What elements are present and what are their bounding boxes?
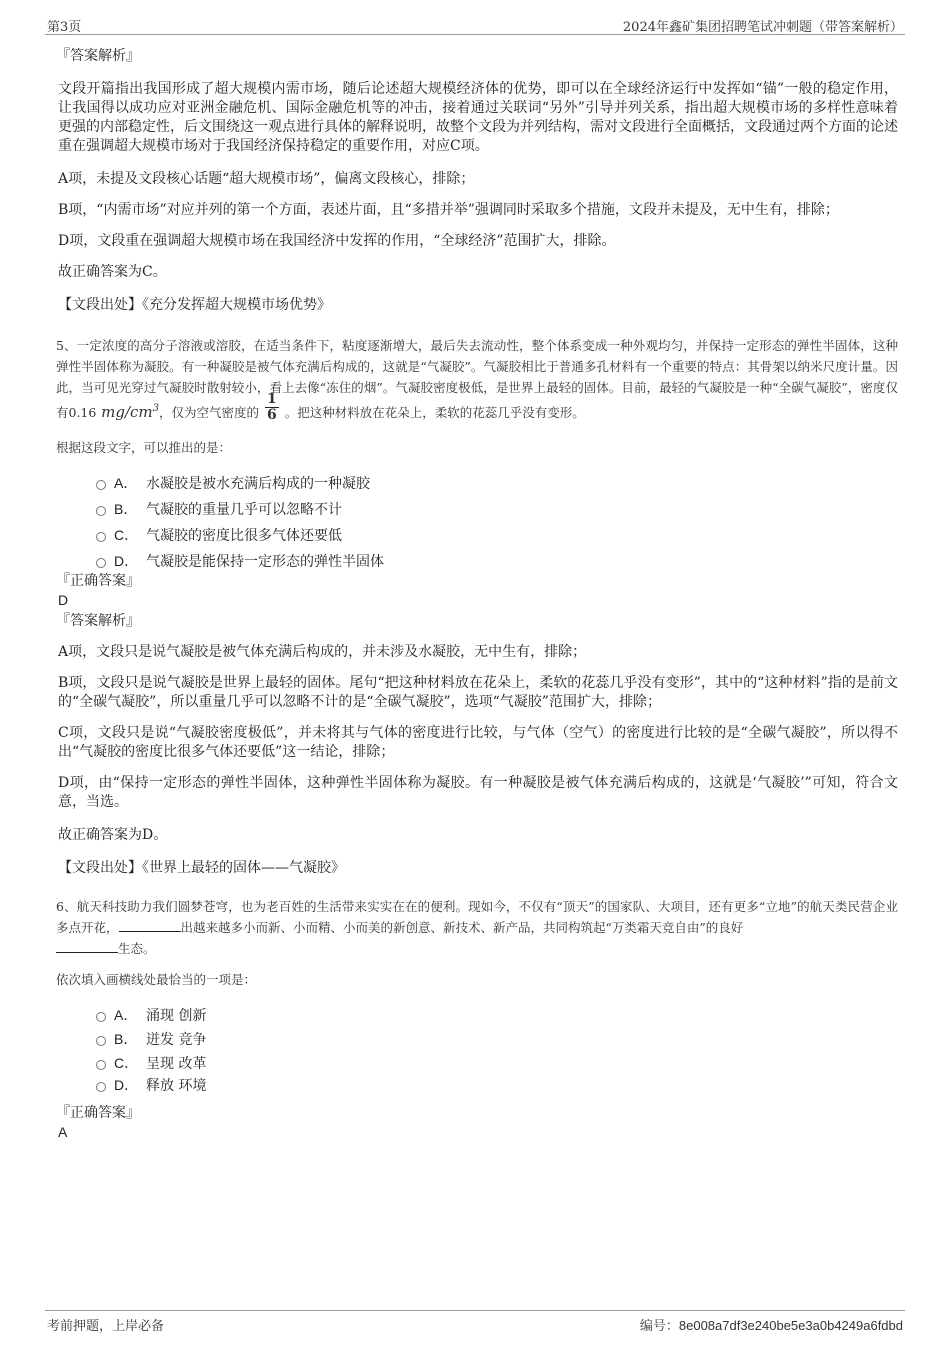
q5-analysis-b: B项，文段只是说气凝胶是世界上最轻的固体。尾句“把这种材料放在花朵上，柔软的花蕊几乎没有变形”，其中的“这种材料”指的是前文的“全碳气凝胶”，所以重量几乎可以忽略不计的是“全碳气凝胶”，选项“气凝胶”范围扩大，排除； bbox=[58, 675, 898, 710]
q5-analysis-c: C项，文段只是说“气凝胶密度极低”，并未将其与气体的密度进行比较，与气体（空气）的密度进行比较的是“全碳气凝胶”，所以得不出“气凝胶的密度比很多气体还要低”这一结论，排除； bbox=[58, 725, 898, 760]
option-letter: D． bbox=[114, 553, 139, 569]
q5-stem bbox=[56, 335, 898, 429]
source-title: 《充分发挥超大规模市场优势》 bbox=[142, 297, 331, 313]
q6-stem-text-3: 生态。 bbox=[118, 941, 156, 956]
q5-answer: D bbox=[58, 592, 69, 608]
option-letter: D． bbox=[114, 1077, 139, 1093]
q5-options bbox=[56, 471, 898, 575]
option-text: 呈现 改革 bbox=[146, 1056, 207, 1072]
radio-icon[interactable] bbox=[96, 532, 106, 542]
radio-icon[interactable] bbox=[96, 1060, 106, 1070]
analysis-label: 『答案解析』 bbox=[56, 613, 140, 629]
q5-option-d[interactable] bbox=[56, 549, 898, 575]
q5-stem-text-3: 。把这种材料放在花朵上，柔软的花蕊几乎没有变形。 bbox=[284, 405, 585, 420]
fraction-denominator: 6 bbox=[267, 407, 277, 423]
q5-analysis-a: A项，文段只是说气凝胶是被气体充满后构成的，并未涉及水凝胶，无中生有，排除； bbox=[58, 644, 587, 660]
unit-text: mg/cm bbox=[101, 403, 153, 421]
q6-answer: A bbox=[58, 1124, 68, 1140]
option-letter: A． bbox=[114, 1007, 138, 1023]
radio-icon[interactable] bbox=[96, 1036, 106, 1046]
option-text: 气凝胶的重量几乎可以忽略不计 bbox=[146, 502, 342, 518]
q6-option-c[interactable] bbox=[56, 1051, 898, 1073]
q4-analysis-d: D项，文段重在强调超大规模市场在我国经济中发挥的作用，“全球经济”范围扩大，排除。 bbox=[58, 233, 616, 249]
fill-blank-1[interactable] bbox=[119, 919, 181, 932]
q5-stem-text-2: ，仅为空气密度的 bbox=[159, 405, 260, 420]
document-code bbox=[640, 1315, 903, 1334]
option-text: 释放 环境 bbox=[146, 1078, 207, 1094]
page-number: 第3页 bbox=[47, 20, 82, 35]
q5-analysis-d: D项，由“保持一定形态的弹性半固体，这种弹性半固体称为凝胶。有一种凝胶是被气体充满后构成的，这就是‘气凝胶’”可知，符合文意，当选。 bbox=[58, 775, 898, 810]
option-text: 水凝胶是被水充满后构成的一种凝胶 bbox=[146, 476, 370, 492]
option-text: 迸发 竞争 bbox=[146, 1032, 207, 1048]
option-letter: C． bbox=[114, 1055, 139, 1071]
q5-stem-text: 5、一定浓度的高分子溶液或溶胶，在适当条件下，粘度逐渐增大，最后失去流动性，整个体系变成一种外观均匀，并保持一定形态的弹性半固体，这种弹性半固体称为凝胶。有一种凝胶是被气体充满后构成的，这就是“气凝胶”。气凝胶相比于普通多孔材料有一个重要的特点：其骨架以纳米尺度计量。因此，当可见光穿过气凝胶时散射较小，看上去像“冻住的烟”。气凝胶密度极低，是世界上最轻的固体。目前，最轻的气凝胶是一种“全碳气凝胶”，密度仅有0.16 bbox=[56, 338, 898, 420]
q5-option-b[interactable] bbox=[56, 497, 898, 523]
correct-answer-label: 『正确答案』 bbox=[56, 573, 140, 589]
source-label: 【文段出处】 bbox=[58, 860, 142, 876]
footer-slogan: 考前押题，上岸必备 bbox=[47, 1319, 165, 1334]
q4-analysis-summary: 文段开篇指出我国形成了超大规模内需市场，随后论述超大规模经济体的优势，即可以在全球经济运行中发挥如“锚”一般的稳定作用，让我国得以成功应对亚洲金融危机、国际金融危机等的冲击，接着通过关联词“另外”引导并列关系，指出超大规模市场的多样性意味着更强的内部稳定性，后文围绕这一观点进行具体的解释说明，故整个文段为并列结构，需对文段进行全面概括，文段通过两个方面的论述重在强调超大规模市场对于我国经济保持稳定的重要作用，对应C项。 bbox=[58, 81, 898, 154]
option-text: 涌现 创新 bbox=[146, 1008, 207, 1024]
option-letter: C． bbox=[114, 527, 139, 543]
page-header bbox=[45, 14, 905, 35]
document-title: 2024年鑫矿集团招聘笔试冲刺题（带答案解析） bbox=[622, 20, 903, 35]
correct-answer-label: 『正确答案』 bbox=[56, 1105, 140, 1121]
fill-blank-2[interactable] bbox=[56, 940, 118, 953]
radio-icon[interactable] bbox=[96, 1012, 106, 1022]
q4-analysis-b: B项，“内需市场”对应并列的第一个方面，表述片面，且“多措并举”强调同时采取多个措施，文段并未提及，无中生有，排除； bbox=[58, 202, 839, 218]
q5-option-a[interactable] bbox=[56, 471, 898, 497]
code-value: 8e008a7df3e240be5e3a0b4249a6fdbd bbox=[678, 1318, 903, 1333]
option-letter: B． bbox=[114, 501, 138, 517]
radio-icon[interactable] bbox=[96, 1082, 106, 1092]
unit-exponent: 3 bbox=[152, 403, 160, 414]
q4-conclusion: 故正确答案为C。 bbox=[58, 264, 167, 280]
page-footer bbox=[45, 1310, 905, 1335]
radio-icon[interactable] bbox=[96, 480, 106, 490]
q6-stem-text: 6、航天科技助力我们圆梦苍穹，也为老百姓的生活带来实实在在的便利。现如今，不仅有“顶天”的国家队、大项目，还有更多“立地”的航天类民营企业多点开花， bbox=[56, 899, 898, 935]
q6-prompt: 依次填入画横线处最恰当的一项是： bbox=[56, 972, 257, 987]
source-title: 《世界上最轻的固体——气凝胶》 bbox=[142, 860, 345, 876]
fraction-numerator: 1 bbox=[267, 391, 277, 407]
radio-icon[interactable] bbox=[96, 506, 106, 516]
source-label: 【文段出处】 bbox=[58, 297, 142, 313]
q4-analysis-a: A项，未提及文段核心话题“超大规模市场”，偏离文段核心，排除； bbox=[58, 171, 475, 187]
q5-prompt: 根据这段文字，可以推出的是： bbox=[56, 440, 232, 455]
code-label: 编号： bbox=[639, 1319, 679, 1334]
q4-source bbox=[56, 296, 898, 315]
fraction bbox=[265, 392, 279, 423]
q5-source bbox=[56, 859, 898, 878]
q6-options bbox=[56, 1003, 898, 1095]
q6-option-d[interactable] bbox=[56, 1073, 898, 1095]
q6-stem-text-2: 出越来越多小而新、小而精、小而美的新创意、新技术、新产品，共同构筑起“万类霜天竞自由”的良好 bbox=[180, 920, 744, 935]
q6-stem bbox=[56, 896, 898, 959]
analysis-label: 『答案解析』 bbox=[56, 48, 140, 64]
option-letter: B． bbox=[114, 1031, 138, 1047]
option-text: 气凝胶的密度比很多气体还要低 bbox=[146, 528, 342, 544]
radio-icon[interactable] bbox=[96, 558, 106, 568]
q6-option-b[interactable] bbox=[56, 1027, 898, 1051]
density-unit bbox=[96, 403, 159, 421]
page-content bbox=[56, 46, 898, 1141]
q5-conclusion: 故正确答案为D。 bbox=[58, 827, 168, 843]
q5-option-c[interactable] bbox=[56, 523, 898, 549]
q6-option-a[interactable] bbox=[56, 1003, 898, 1027]
option-letter: A． bbox=[114, 475, 138, 491]
option-text: 气凝胶是能保持一定形态的弹性半固体 bbox=[146, 554, 384, 570]
